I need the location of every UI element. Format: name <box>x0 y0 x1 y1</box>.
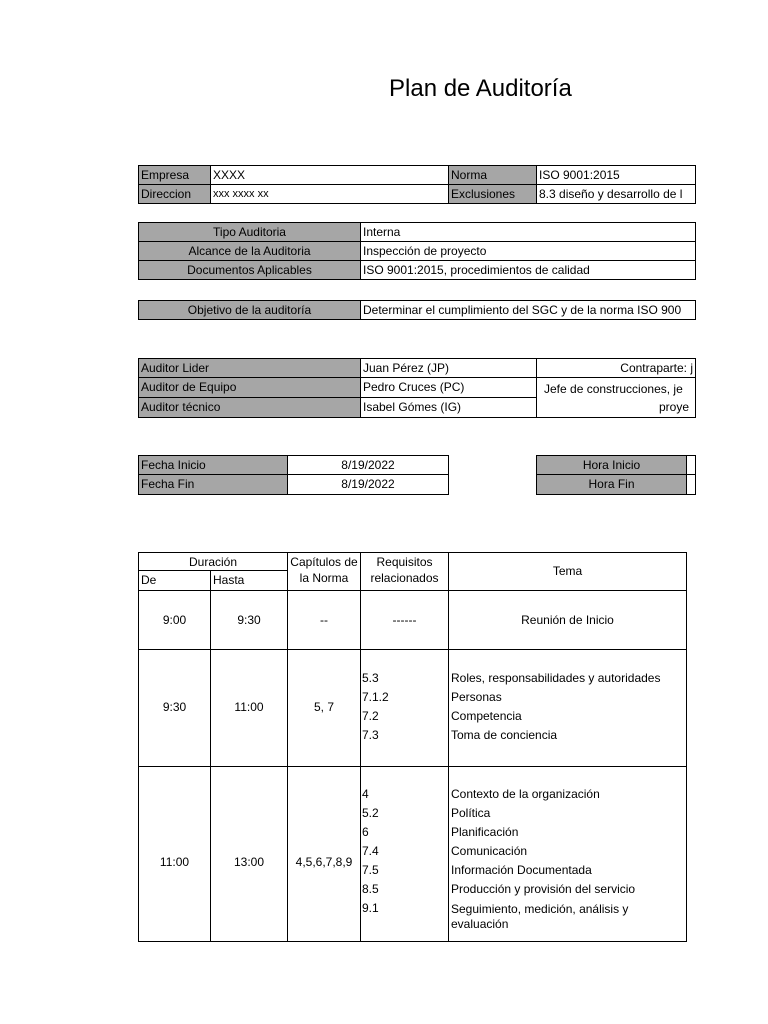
direccion-label: Direccion <box>138 184 211 204</box>
auditor-lider-label: Auditor Lider <box>138 358 361 378</box>
requisitos-header <box>360 552 449 591</box>
tema-item: Planificación <box>451 825 519 839</box>
empresa-label: Empresa <box>138 165 211 185</box>
fecha-fin-label: Fecha Fin <box>138 474 288 495</box>
auditor-equipo-value: Pedro Cruces (PC) <box>360 377 537 398</box>
tema-item: Contexto de la organización <box>451 787 600 801</box>
norma-label: Norma <box>448 165 537 185</box>
auditor-tecnico-value: Isabel Gómes (IG) <box>360 397 537 418</box>
hasta-header: Hasta <box>210 570 288 591</box>
auditor-equipo-label: Auditor de Equipo <box>138 377 361 398</box>
requisito-item: 4 <box>362 787 369 801</box>
hora-inicio-label: Hora Inicio <box>536 455 687 475</box>
requisito-item: 9.1 <box>362 901 379 915</box>
auditor-lider-value: Juan Pérez (JP) <box>360 358 537 378</box>
alcance-value: Inspección de proyecto <box>360 241 696 261</box>
tema-item: Personas <box>451 690 502 704</box>
contraparte-detail <box>536 377 696 418</box>
fecha-fin-value: 8/19/2022 <box>287 474 449 495</box>
contraparte-line-2: proye <box>659 400 690 414</box>
tema-item: Información Documentada <box>451 863 592 877</box>
requisitos-header-line-1: Requisitos <box>376 555 433 569</box>
tema-item: Roles, responsabilidades y autoridades <box>451 671 661 685</box>
page-title: Plan de Auditoría <box>389 75 572 102</box>
requisito-item: 5.2 <box>362 806 379 820</box>
auditor-tecnico-label: Auditor técnico <box>138 397 361 418</box>
tema-item: Producción y provisión del servicio <box>451 882 636 896</box>
requisito-item: 7.3 <box>362 728 379 742</box>
row1-capitulos: -- <box>287 590 361 650</box>
tema-item: Toma de conciencia <box>451 728 558 742</box>
objetivo-value: Determinar el cumplimiento del SGC y de la norma ISO 900 <box>360 300 696 320</box>
documentos-label: Documentos Aplicables <box>138 260 361 280</box>
norma-value: ISO 9001:2015 <box>536 165 696 185</box>
fecha-inicio-label: Fecha Inicio <box>138 455 288 475</box>
row1-de: 9:00 <box>138 590 211 650</box>
requisito-item: 8.5 <box>362 882 379 896</box>
documentos-value: ISO 9001:2015, procedimientos de calidad <box>360 260 696 280</box>
requisito-item: 7.1.2 <box>362 690 389 704</box>
objetivo-label: Objetivo de la auditoría <box>138 300 361 320</box>
row1-hasta: 9:30 <box>210 590 288 650</box>
row3-capitulos: 4,5,6,7,8,9 <box>287 766 361 942</box>
tema-header: Tema <box>448 552 687 591</box>
tipo-auditoria-value: Interna <box>360 222 696 242</box>
requisito-item: 6 <box>362 825 369 839</box>
requisito-item: 7.5 <box>362 863 379 877</box>
row2-requisitos <box>360 649 449 767</box>
row2-hasta: 11:00 <box>210 649 288 767</box>
duracion-header: Duración <box>138 552 288 571</box>
requisito-item: 7.4 <box>362 844 379 858</box>
hora-fin-value <box>686 474 696 495</box>
capitulos-header-line-2: la Norma <box>299 571 349 585</box>
row3-de: 11:00 <box>138 766 211 942</box>
exclusiones-value: 8.3 diseño y desarrollo de l <box>536 184 696 204</box>
fecha-inicio-value: 8/19/2022 <box>287 455 449 475</box>
hora-fin-label: Hora Fin <box>536 474 687 495</box>
empresa-value: XXXX <box>210 165 449 185</box>
tipo-auditoria-label: Tipo Auditoria <box>138 222 361 242</box>
tema-item: Política <box>451 806 491 820</box>
requisito-item: 5.3 <box>362 671 379 685</box>
alcance-label: Alcance de la Auditoria <box>138 241 361 261</box>
row3-requisitos <box>360 766 449 942</box>
tema-item: Competencia <box>451 709 522 723</box>
tema-item: Seguimiento, medición, análisis y evaluación <box>451 902 629 931</box>
requisito-item: 7.2 <box>362 709 379 723</box>
requisitos-header-line-2: relacionados <box>370 571 439 585</box>
exclusiones-label: Exclusiones <box>448 184 537 204</box>
hora-inicio-value <box>686 455 696 475</box>
row2-temas <box>448 649 687 767</box>
capitulos-header-line-1: Capítulos de <box>290 555 358 569</box>
row1-requisitos: ------ <box>360 590 449 650</box>
row3-hasta: 13:00 <box>210 766 288 942</box>
row3-temas <box>448 766 687 942</box>
row2-de: 9:30 <box>138 649 211 767</box>
row2-capitulos: 5, 7 <box>287 649 361 767</box>
contraparte-line-1: Jefe de construcciones, je <box>544 382 683 396</box>
contraparte-label: Contraparte: j <box>536 358 696 378</box>
capitulos-header <box>287 552 361 591</box>
direccion-value: xxx xxxx xx <box>210 184 449 204</box>
row1-tema: Reunión de Inicio <box>448 590 687 650</box>
tema-item: Comunicación <box>451 844 528 858</box>
de-header: De <box>138 570 211 591</box>
